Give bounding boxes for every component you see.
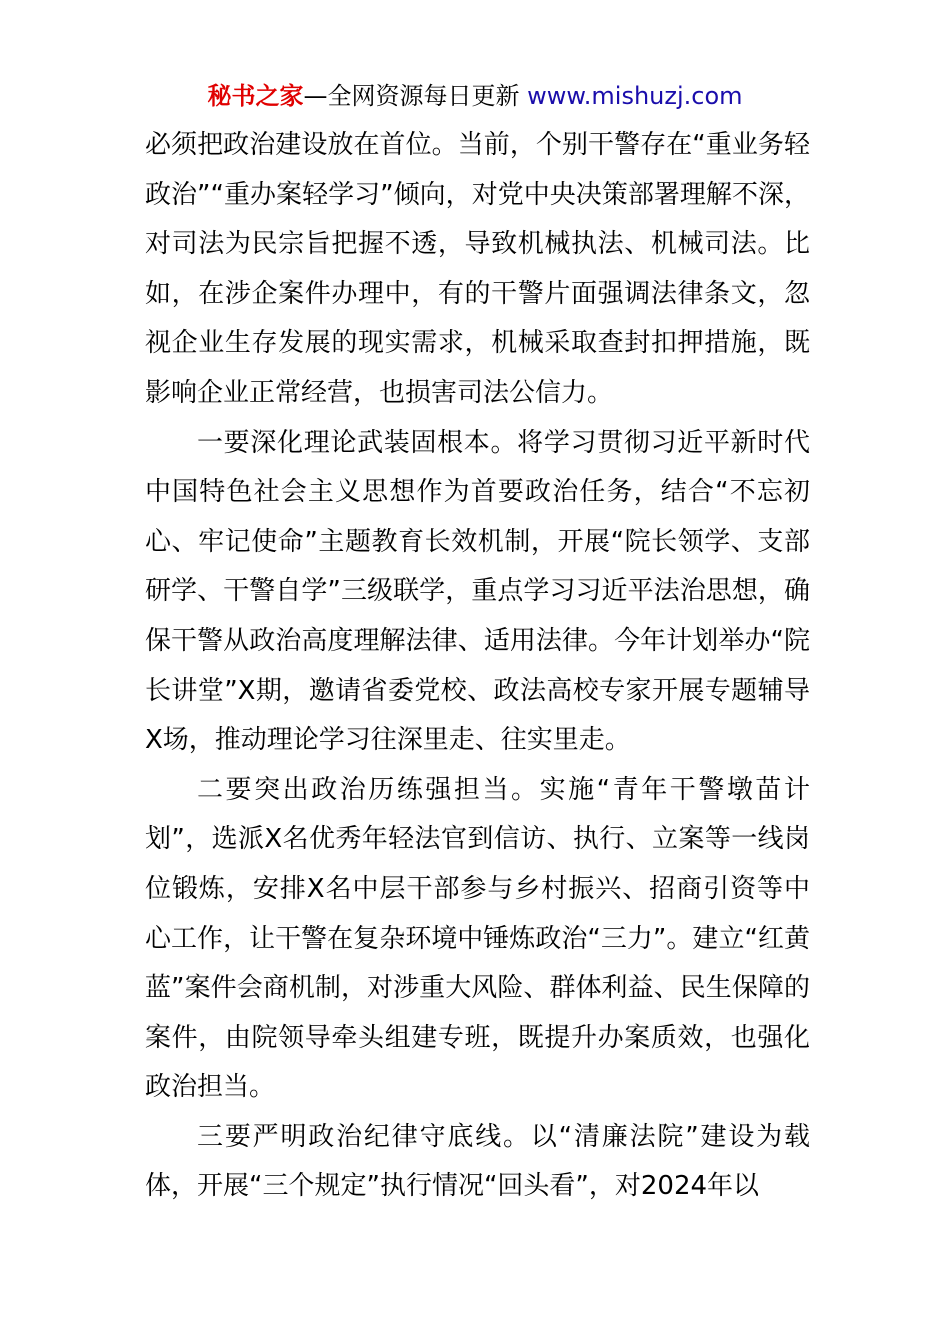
paragraph-political-training: 二要突出政治历练强担当。实施“青年干警墩苗计划”，选派X名优秀年轻法官到信访、执行、立案等一线岗位锻炼，安排X名中层干部参与乡村振兴、招商引资等中心工作，让干警在复杂环境中锤炼政治“三力”。建立“红黄蓝”案件会商机制，对涉重大风险、群体利益、民生保障的案件，由院领导牵头组建专班，既提升办案质效，也强化政治担当。 <box>145 774 810 1103</box>
page-header <box>0 78 950 114</box>
paragraph-continuation: 必须把政治建设放在首位。当前，个别干警存在“重业务轻政治”“重办案轻学习”倾向，对党中央决策部署理解不深，对司法为民宗旨把握不透，导致机械执法、机械司法。比如，在涉企案件办理中，有的干警片面强调法律条文，忽视企业生存发展的现实需求，机械采取查封扣押措施，既影响企业正常经营，也损害司法公信力。 <box>145 130 810 408</box>
document-body <box>145 121 810 1212</box>
header-tagline: —全网资源每日更新 <box>303 82 520 110</box>
paragraph-political-discipline: 三要严明政治纪律守底线。以“清廉法院”建设为载体，开展“三个规定”执行情况“回头看”，对2024年以 <box>145 1121 810 1202</box>
site-url-link[interactable]: www.mishuzj.com <box>527 82 743 110</box>
paragraph-theory-study: 一要深化理论武装固根本。将学习贯彻习近平新时代中国特色社会主义思想作为首要政治任务，结合“不忘初心、牢记使命”主题教育长效机制，开展“院长领学、支部研学、干警自学”三级联学，重点学习习近平法治思想，确保干警从政治高度理解法律、适用法律。今年计划举办“院长讲堂”X期，邀请省委党校、政法高校专家开展专题辅导X场，推动理论学习往深里走、往实里走。 <box>145 427 810 756</box>
brand-name: 秘书之家 <box>207 82 304 110</box>
